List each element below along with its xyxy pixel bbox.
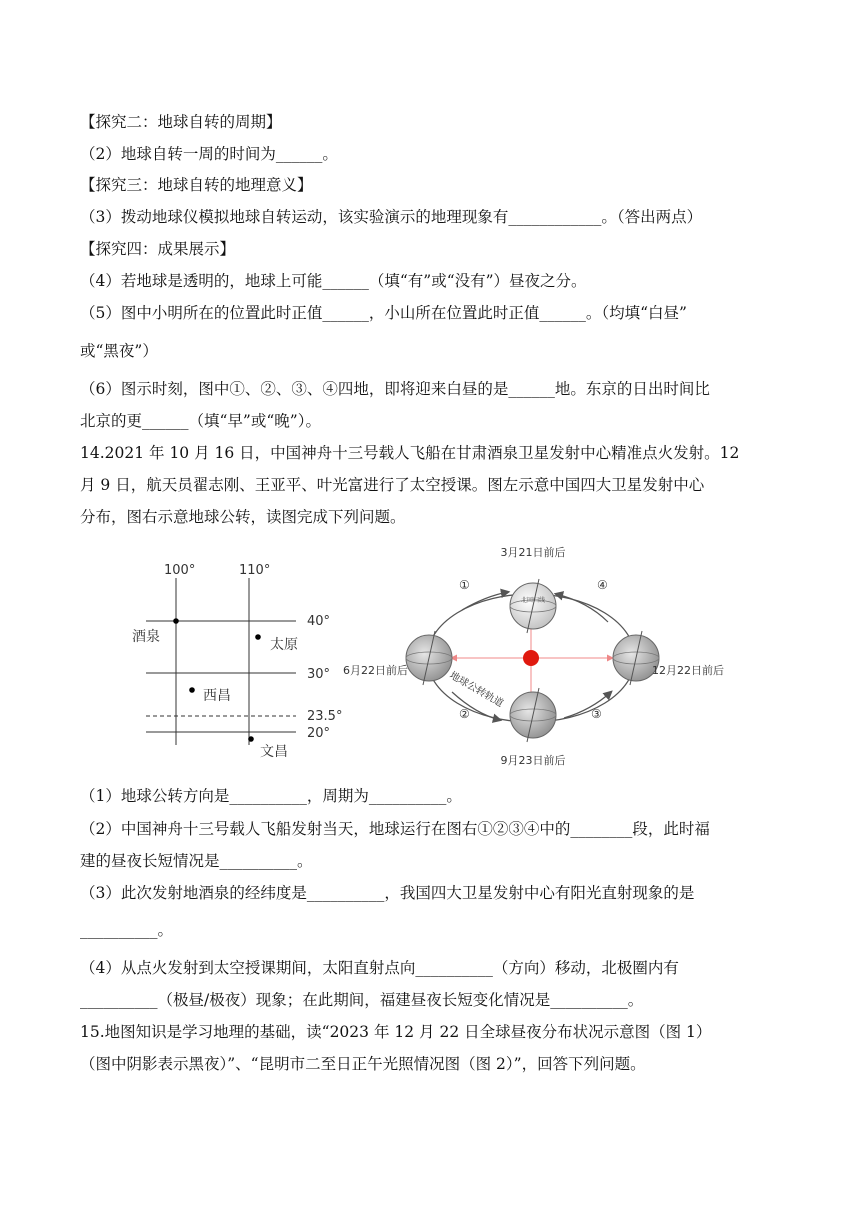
site-label-jiuquan: 酒泉 <box>132 629 160 645</box>
site-label-taiyuan: 太原 <box>270 637 298 653</box>
lat-label-20: 20° <box>307 726 331 741</box>
section-heading-3: 【探究三：地球自转的地理意义】 <box>80 176 313 194</box>
globe-top <box>510 579 556 633</box>
site-label-wenchang: 文昌 <box>260 744 288 760</box>
section-heading-4: 【探究四：成果展示】 <box>80 240 236 258</box>
jiuquan-dot <box>173 618 179 624</box>
globe-bottom <box>510 688 556 742</box>
question-15-stem-line-1: 15.地图知识是学习地理的基础，读“2023 年 12 月 22 日全球昼夜分布状况示意图（图 1） <box>80 1023 712 1041</box>
question-6-line-1: （6）图示时刻，图中①、②、③、④四地，即将迎来白昼的是______地。东京的日出时间比 <box>80 380 710 398</box>
lat-label-40: 40° <box>307 614 331 629</box>
question-14-stem-line-2: 月 9 日，航天员翟志刚、王亚平、叶光富进行了太空授课。图左示意中国四大卫星发射中心 <box>80 476 705 494</box>
date-label-mar21: 3月21日前后 <box>500 546 566 559</box>
segment-label-3: ③ <box>591 707 602 721</box>
question-14-1: （1）地球公转方向是__________，周期为__________。 <box>80 787 462 805</box>
segment-label-1: ① <box>459 578 470 592</box>
question-5-line-1: （5）图中小明所在的位置此时正值______，小山所在位置此时正值______。（均填“白昼” <box>80 304 687 322</box>
date-label-dec22: 12月22日前后 <box>652 664 724 677</box>
section-heading-2: 【探究二：地球自转的周期】 <box>80 113 282 131</box>
question-3: （3）拨动地球仪模拟地球自转运动，该实验演示的地理现象有____________。（答出两点） <box>80 208 703 226</box>
question-5-line-2: 或“黑夜”） <box>80 342 158 360</box>
wenchang-dot <box>248 736 254 742</box>
orbit-path-label: 地球公转轨道 <box>447 670 505 710</box>
lon-label-110: 110° <box>239 563 271 578</box>
question-14-3-line-2: __________。 <box>80 921 174 939</box>
date-label-sep23: 9月23日前后 <box>500 754 566 767</box>
lat-label-30: 30° <box>307 667 331 682</box>
question-14-3-line-1: （3）此次发射地酒泉的经纬度是__________，我国四大卫星发射中心有阳光直射现象的是 <box>80 884 695 902</box>
orbit-arrow-3 <box>564 692 611 718</box>
globe-left <box>406 631 452 685</box>
question-14-stem-line-3: 分布，图右示意地球公转，读图完成下列问题。 <box>80 508 406 526</box>
question-14-4-line-1: （4）从点火发射到太空授课期间，太阳直射点向__________（方向）移动，北极圈内有 <box>80 959 679 977</box>
sun-icon <box>523 650 539 666</box>
site-label-xichang: 西昌 <box>203 688 231 704</box>
question-6-line-2: 北京的更______（填“早”或“晚”）。 <box>80 412 321 430</box>
question-15-stem-line-2: （图中阴影表示黑夜）”、“昆明市二至日正午光照情况图（图 2）”，回答下列问题。 <box>80 1055 646 1073</box>
question-14-4-line-2: __________（极昼/极夜）现象；在此期间，福建昼夜长短变化情况是__________。 <box>80 991 644 1009</box>
lat-label-23-5: 23.5° <box>307 709 343 724</box>
segment-label-2: ② <box>459 707 470 721</box>
launch-center-map <box>132 563 342 760</box>
question-14-2-line-1: （2）中国神舟十三号载人飞船发射当天，地球运行在图右①②③④中的________段，此时福 <box>80 820 710 838</box>
globe-label: 北回归线 <box>520 597 546 604</box>
question-2: （2）地球自转一周的时间为______。 <box>80 145 338 163</box>
question-14-stem-line-1: 14.2021 年 10 月 16 日，中国神舟十三号载人飞船在甘肃酒泉卫星发射中心精准点火发射。12 <box>80 444 740 462</box>
segment-label-4: ④ <box>597 578 608 592</box>
orbit-arrow-4 <box>556 594 608 622</box>
date-label-jun22: 6月22日前后 <box>343 664 408 677</box>
lon-label-100: 100° <box>164 563 196 578</box>
question-14-2-line-2: 建的昼夜长短情况是__________。 <box>80 852 313 870</box>
taiyuan-dot <box>255 634 261 640</box>
revolution-diagram <box>343 545 724 767</box>
question-14-figure <box>126 540 726 772</box>
xichang-dot <box>189 687 195 693</box>
question-4: （4）若地球是透明的，地球上可能______（填“有”或“没有”）昼夜之分。 <box>80 272 587 290</box>
